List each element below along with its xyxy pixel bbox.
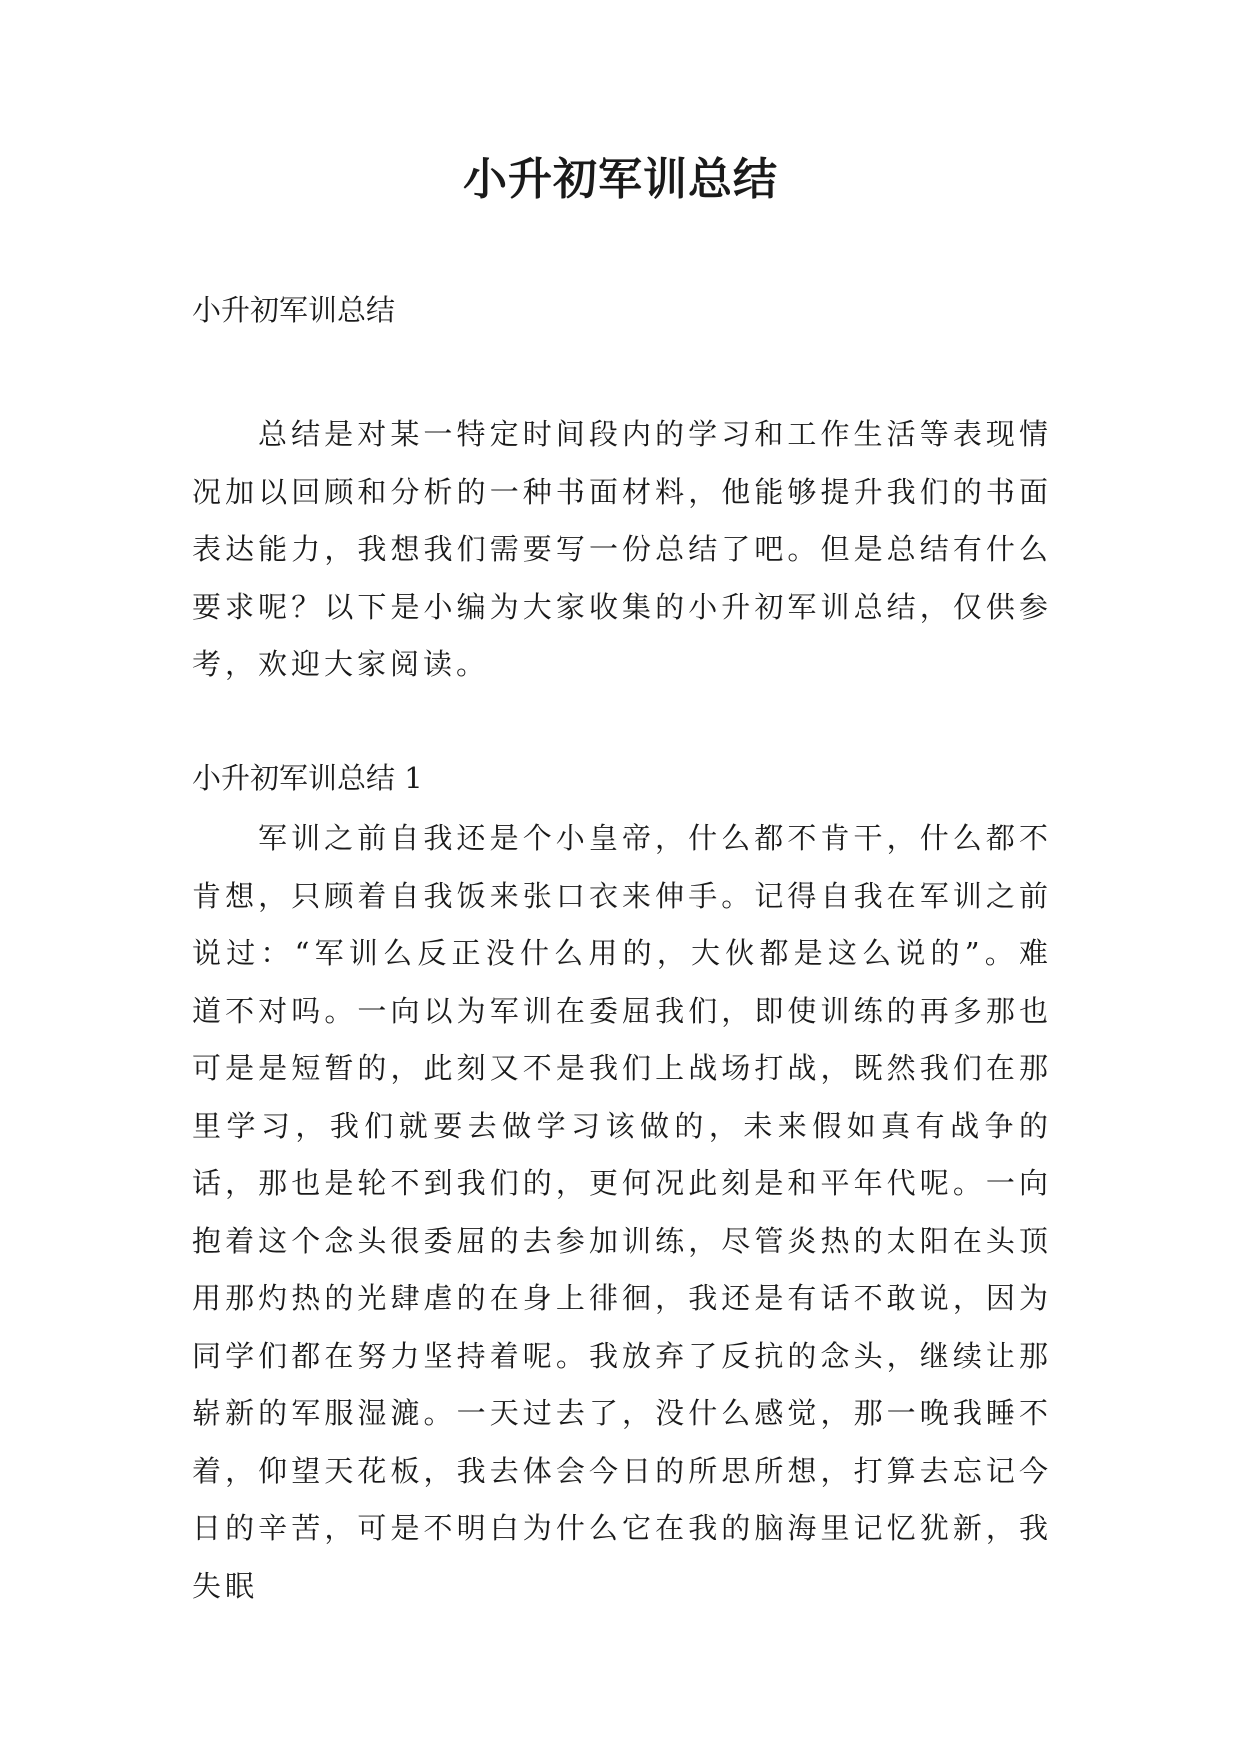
page-title: 小升初军训总结	[463, 154, 778, 205]
intro-paragraph: 总结是对某一特定时间段内的学习和工作生活等表现情况加以回顾和分析的一种书面材料，他能够提升我们的书面表达能力，我想我们需要写一份总结了吧。但是总结有什么要求呢？以下是小编为大家收集的小升初军训总结，仅供参考，欢迎大家阅读。	[192, 417, 1052, 681]
document-subtitle: 小升初军训总结	[192, 293, 396, 327]
section-paragraph: 军训之前自我还是个小皇帝，什么都不肯干，什么都不肯想，只顾着自我饭来张口衣来伸手。记得自我在军训之前说过：“军训么反正没什么用的，大伙都是这么说的”。难道不对吗。一向以为军训在委屈我们，即使训练的再多那也可是是短暂的，此刻又不是我们上战场打战，既然我们在那里学习，我们就要去做学习该做的，未来假如真有战争的话，那也是轮不到我们的，更何况此刻是和平年代呢。一向抱着这个念头很委屈的去参加训练，尽管炎热的太阳在头顶用那灼热的光肆虐的在身上徘徊，我还是有话不敢说，因为同学们都在努力坚持着呢。我放弃了反抗的念头，继续让那崭新的军服湿漉。一天过去了，没什么感觉，那一晚我睡不着，仰望天花板，我去体会今日的所思所想，打算去忘记今日的辛苦，可是不明白为什么它在我的脑海里记忆犹新，我失眠	[192, 821, 1052, 1603]
section-heading: 小升初军训总结 1	[192, 761, 423, 795]
